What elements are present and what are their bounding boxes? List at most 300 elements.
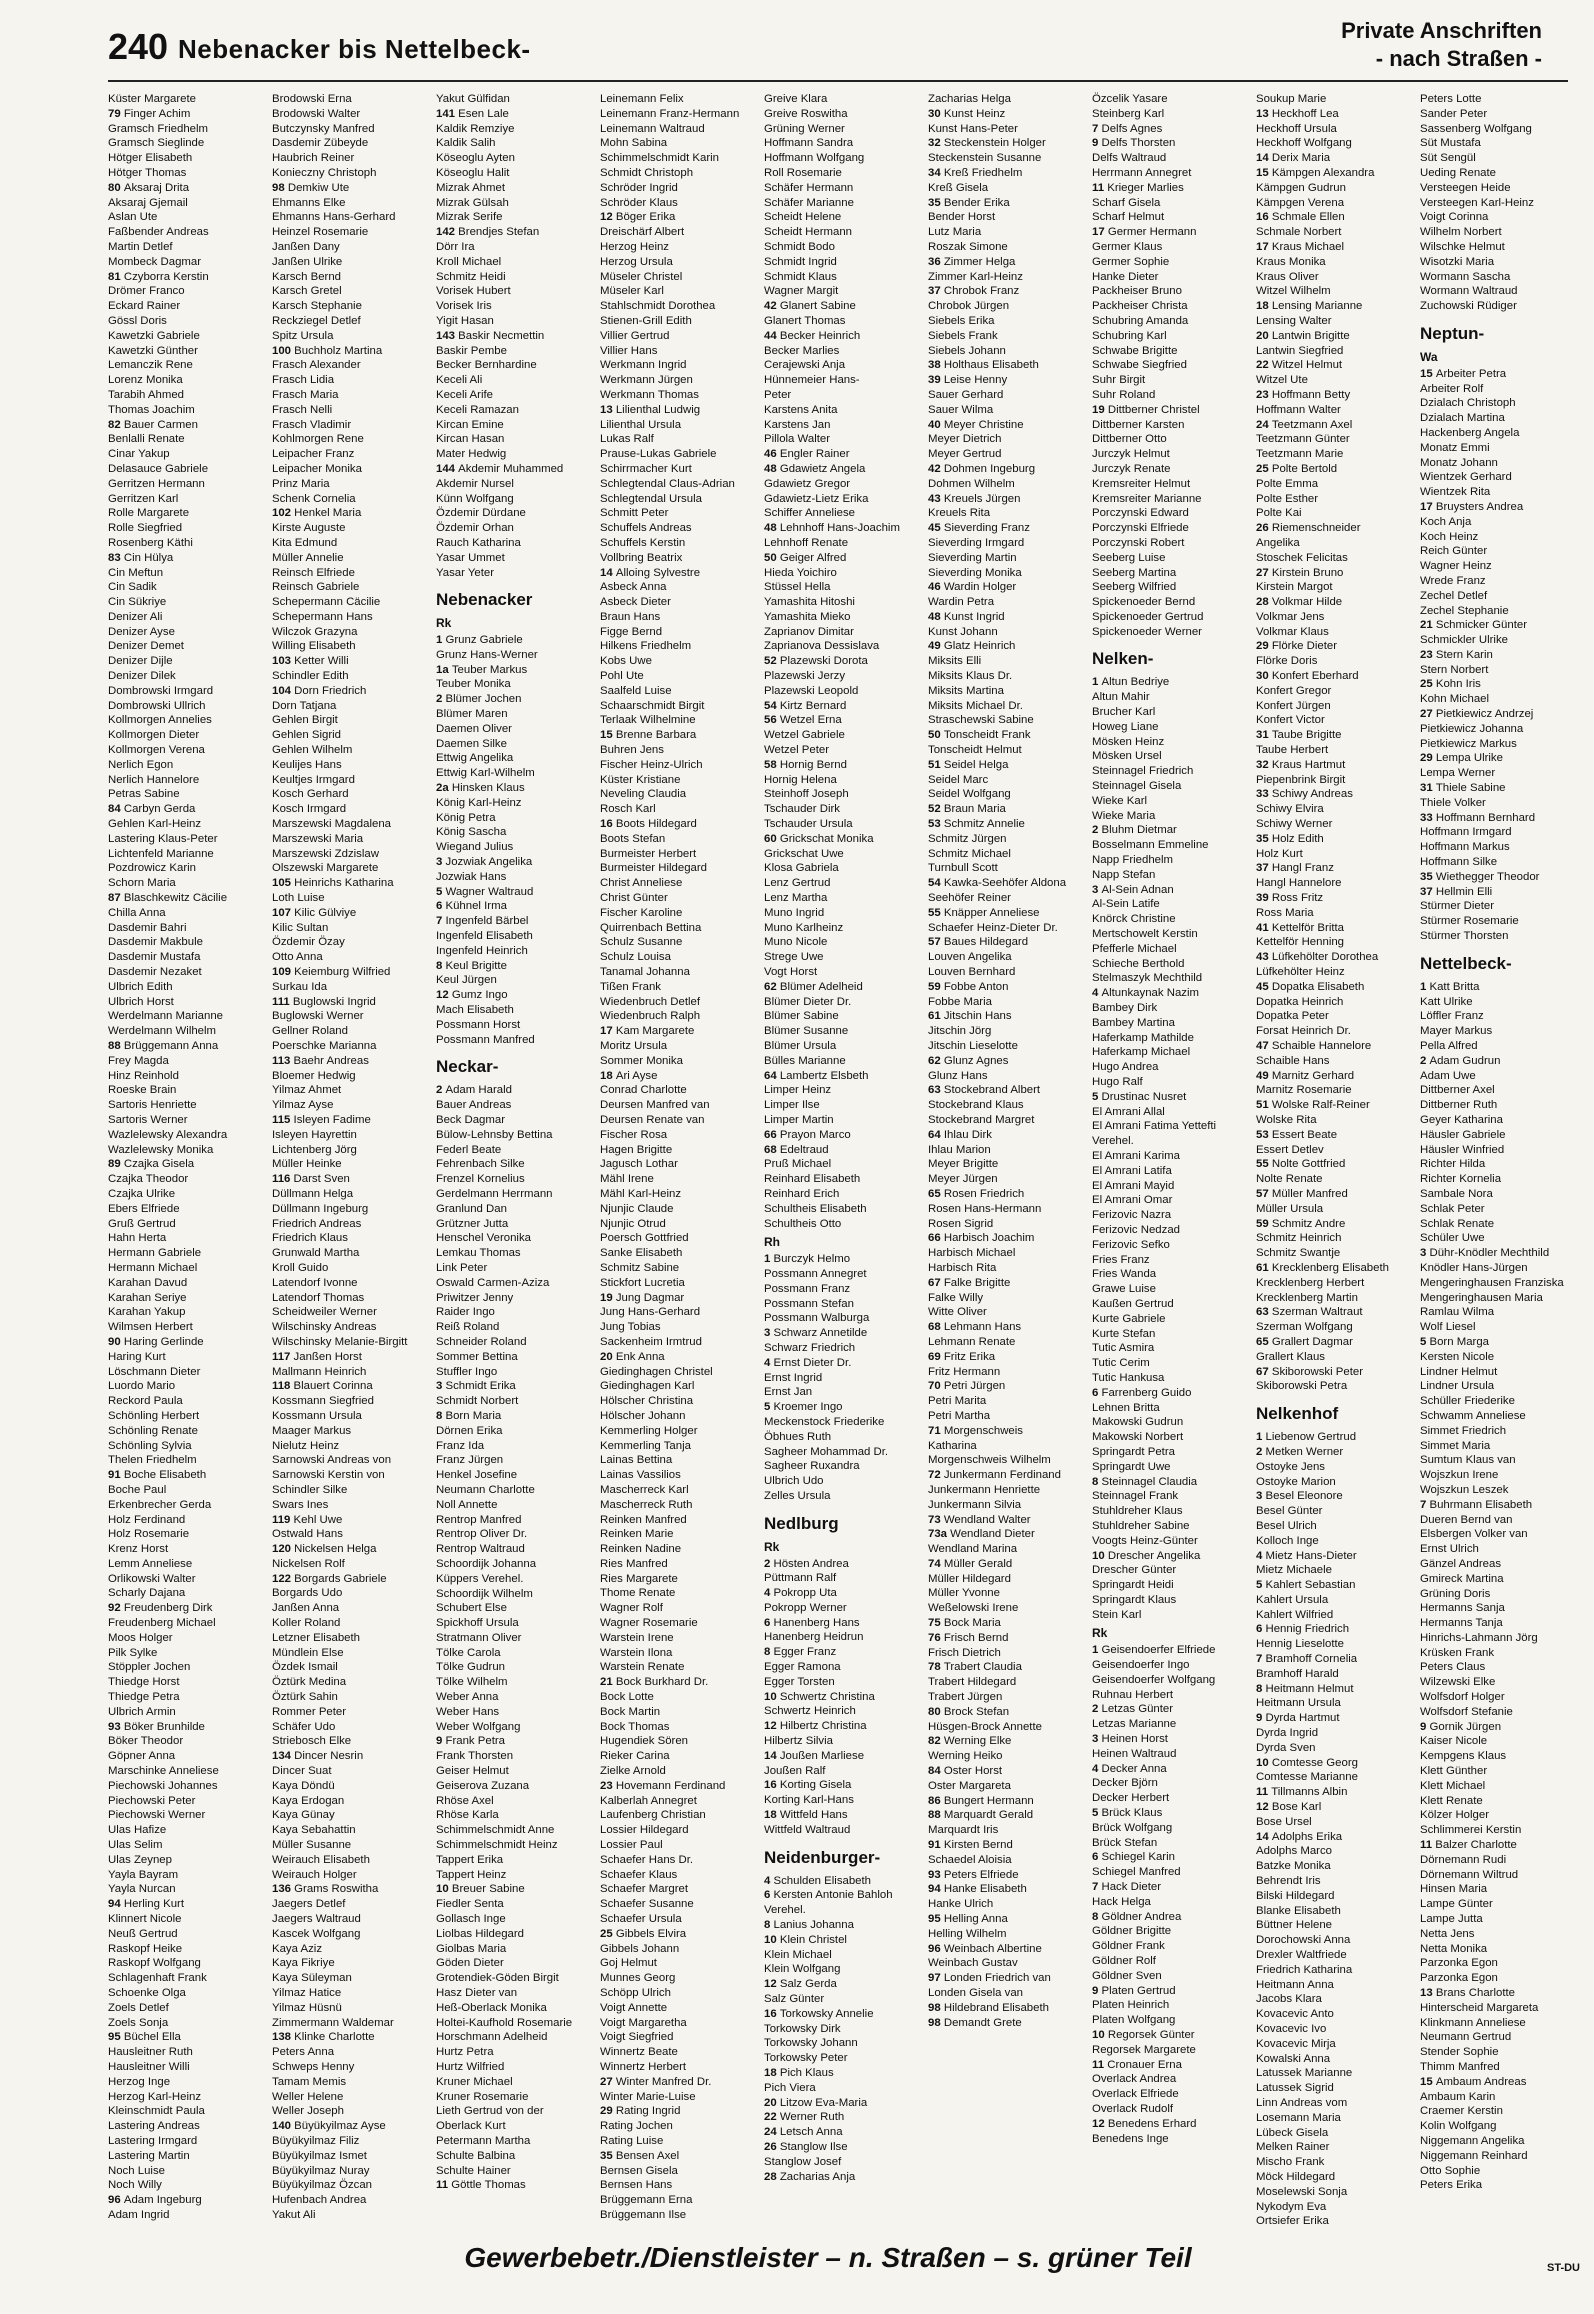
directory-entry [600, 1572, 758, 1587]
resident-name: Schäfer Marianne [764, 196, 854, 209]
resident-name: Besel Günter [1256, 1505, 1323, 1518]
resident-name: Pruß Michael [764, 1158, 832, 1171]
resident-name: Porczynski Edward [1092, 507, 1189, 520]
resident-name: Weßelowski Irene [928, 1602, 1019, 1615]
directory-entry [1420, 255, 1578, 270]
directory-entry [436, 1424, 594, 1439]
directory-entry [1256, 255, 1414, 270]
directory-entry [600, 2075, 758, 2090]
resident-name: Büyükyilmaz Ismet [272, 2149, 367, 2162]
resident-name: Neumann Gertrud [1420, 2031, 1512, 2044]
house-number: 32 [1256, 758, 1272, 771]
directory-entry [1256, 2081, 1414, 2096]
directory-entry [764, 1645, 922, 1660]
resident-name: Lüfkehölter Heinz [1256, 966, 1345, 979]
resident-name: Pfefferle Michael [1092, 942, 1177, 955]
resident-name: Schäfer Hermann [764, 181, 854, 194]
directory-entry [1256, 787, 1414, 802]
resident-name: Jacobs Klara [1256, 1993, 1322, 2006]
resident-name: Enk Anna [615, 1350, 665, 1363]
resident-name: Buglowski Ingrid [292, 995, 376, 1008]
house-number: 14 [1256, 152, 1272, 165]
resident-name: Lantwin Siegfried [1256, 344, 1344, 357]
resident-name: Heinzel Rosemarie [272, 226, 369, 239]
resident-name: Cin Meftun [108, 566, 164, 579]
page-title: Nebenacker bis Nettelbeck- [178, 34, 531, 64]
resident-name: Spickhoff Ursula [436, 1617, 519, 1630]
directory-entry [272, 1808, 430, 1823]
directory-entry [436, 825, 594, 840]
directory-entry [436, 2016, 594, 2031]
directory-entry [1420, 2149, 1578, 2164]
directory-entry [764, 1371, 922, 1386]
directory-entry [108, 639, 266, 654]
resident-name: Schieche Berthold [1092, 957, 1185, 970]
directory-entry [600, 314, 758, 329]
resident-name: Dohmen Ingeburg [943, 462, 1036, 475]
directory-entry [436, 2104, 594, 2119]
resident-name: Joußen Ralf [764, 1764, 826, 1777]
resident-name: Wolske Ralf-Reiner [1271, 1099, 1370, 1112]
directory-entry [764, 2140, 922, 2155]
directory-entry [600, 1098, 758, 1113]
resident-name: Possmann Manfred [436, 1033, 535, 1046]
directory-entry [764, 1675, 922, 1690]
resident-name: Hanenberg Heidrun [764, 1631, 864, 1644]
house-number: 7 [1092, 1881, 1102, 1894]
resident-name: Schlak Peter [1420, 1202, 1485, 1215]
directory-entry [600, 506, 758, 521]
resident-name: Kaldik Remziye [436, 122, 515, 135]
resident-name: Schmitz Sabine [600, 1261, 680, 1274]
directory-entry [1092, 2132, 1250, 2147]
resident-name: Asbeck Anna [600, 581, 667, 594]
house-number: 143 [436, 329, 459, 342]
resident-name: Jozwiak Hans [436, 870, 507, 883]
resident-name: Schaible Hans [1256, 1054, 1330, 1067]
resident-name: Schulz Louisa [600, 951, 671, 964]
resident-name: Rosch Karl [600, 803, 656, 816]
directory-entry [272, 432, 430, 447]
house-number: 35 [1420, 870, 1436, 883]
resident-name: Bloemer Hedwig [272, 1069, 356, 1082]
directory-entry [272, 713, 430, 728]
resident-name: Büyükyilmaz Nuray [272, 2164, 370, 2177]
directory-entry [600, 1246, 758, 1261]
house-number: 140 [272, 2120, 295, 2133]
resident-name: Franz Ida [436, 1439, 485, 1452]
directory-entry [272, 580, 430, 595]
directory-entry [436, 284, 594, 299]
directory-entry [764, 358, 922, 373]
directory-entry [1256, 1608, 1414, 1623]
directory-entry [1256, 1948, 1414, 1963]
directory-entry [272, 1882, 430, 1897]
house-number: 33 [1256, 788, 1272, 801]
resident-name: Stienen-Grill Edith [600, 314, 692, 327]
resident-name: Grawe Luise [1092, 1283, 1156, 1296]
resident-name: Plazewski Jerzy [764, 670, 846, 683]
directory-entry [1092, 1105, 1250, 1120]
directory-entry [1092, 1238, 1250, 1253]
resident-name: Werning Heiko [928, 1750, 1003, 1763]
directory-entry [600, 1054, 758, 1069]
resident-name: Tappert Heinz [436, 1868, 507, 1881]
resident-name: Hagen Brigitte [600, 1143, 673, 1156]
resident-name: Schmale Ellen [1271, 211, 1345, 224]
resident-name: Konfert Gregor [1256, 684, 1332, 697]
directory-entry [928, 1808, 1086, 1823]
directory-entry [1092, 883, 1250, 898]
resident-name: Weinbach Albertine [943, 1942, 1042, 1955]
resident-name: Herzog Heinz [600, 240, 670, 253]
directory-entry [928, 921, 1086, 936]
resident-name: Lampe Jutta [1420, 1913, 1483, 1926]
directory-entry [436, 1838, 594, 1853]
resident-name: Weller Joseph [272, 2105, 344, 2118]
directory-entry [436, 1971, 594, 1986]
resident-name: Schorn Maria [108, 877, 176, 890]
resident-name: Moritz Ursula [600, 1040, 668, 1052]
resident-name: Müller Yvonne [928, 1587, 1000, 1600]
resident-name: Ueding Renate [1420, 166, 1496, 179]
directory-entry [764, 1601, 922, 1616]
resident-name: Trabert Claudia [943, 1661, 1022, 1674]
directory-entry [108, 1720, 266, 1735]
directory-entry [1420, 1098, 1578, 1113]
resident-name: Lossier Paul [600, 1839, 663, 1852]
resident-name: Cinar Yakup [108, 448, 170, 461]
resident-name: Heinrichs Katharina [294, 877, 394, 890]
resident-name: Stelmaszyk Mechthild [1092, 972, 1203, 985]
house-number: 2a [436, 782, 452, 795]
directory-entry [764, 1143, 922, 1158]
directory-entry [1092, 2117, 1250, 2132]
directory-entry [1092, 1984, 1250, 1999]
house-number: 80 [108, 181, 124, 194]
directory-entry [272, 1956, 430, 1971]
resident-name: Adolphs Marco [1256, 1845, 1332, 1858]
resident-name: Richter Kornelia [1420, 1173, 1502, 1186]
house-number: 7 [436, 915, 446, 928]
directory-entry [1092, 1164, 1250, 1179]
resident-name: Munnes Georg [600, 1972, 676, 1985]
resident-name: Schmitz Michael [928, 847, 1011, 860]
directory-entry [600, 1453, 758, 1468]
resident-name: Pich Klaus [779, 2067, 834, 2079]
directory-entry [1092, 284, 1250, 299]
directory-entry [1420, 2119, 1578, 2134]
resident-name: Gornik Jürgen [1429, 1720, 1502, 1733]
directory-entry [272, 1853, 430, 1868]
directory-entry [272, 1453, 430, 1468]
directory-entry [108, 1498, 266, 1513]
directory-entry [1256, 1667, 1414, 1682]
resident-name: Possmann Stefan [764, 1297, 854, 1310]
resident-name: Teuber Monika [436, 678, 511, 691]
resident-name: Neumann Charlotte [436, 1483, 535, 1496]
directory-entry [600, 1749, 758, 1764]
resident-name: Konfert Victor [1256, 714, 1325, 727]
resident-name: Glunz Hans [928, 1069, 988, 1082]
resident-name: Swars Ines [272, 1498, 329, 1511]
directory-entry [1256, 1800, 1414, 1815]
directory-entry [436, 1631, 594, 1646]
resident-name: Dzialach Martina [1420, 412, 1505, 425]
resident-name: Possmann Franz [764, 1282, 851, 1295]
directory-entry [272, 2045, 430, 2060]
resident-name: Rolle Siegfried [108, 522, 183, 535]
resident-name: Schönling Renate [108, 1424, 198, 1437]
directory-entry [436, 2178, 594, 2193]
directory-entry [272, 1660, 430, 1675]
directory-entry [764, 1734, 922, 1749]
house-number: 5 [1420, 1335, 1430, 1348]
directory-entry [108, 536, 266, 551]
resident-name: Ostoyke Jens [1256, 1460, 1326, 1473]
directory-entry [108, 1557, 266, 1572]
resident-name: Werning Elke [943, 1735, 1012, 1748]
directory-entry [108, 1024, 266, 1039]
resident-name: Voigt Corinna [1420, 211, 1489, 224]
house-number: 67 [928, 1276, 944, 1289]
resident-name: Polte Emma [1256, 477, 1319, 490]
house-number: 73a [928, 1528, 951, 1541]
resident-name: Schaedel Aloisia [928, 1853, 1012, 1866]
house-number: 49 [1256, 1069, 1272, 1082]
resident-name: Stanglow Ilse [779, 2140, 848, 2153]
resident-name: Schoenke Olga [108, 1987, 186, 1999]
resident-name: Hoffmann Sandra [764, 137, 854, 150]
resident-name: Germer Sophie [1092, 255, 1170, 268]
resident-name: Zimmer Helga [943, 255, 1016, 268]
resident-name: Wagner Waltraud [445, 885, 534, 898]
directory-entry [436, 196, 594, 211]
resident-name: Ferizovic Nazra [1092, 1209, 1172, 1222]
directory-entry [1420, 1897, 1578, 1912]
directory-entry [764, 1054, 922, 1069]
directory-entry [928, 418, 1086, 433]
directory-entry [108, 669, 266, 684]
resident-name: Süt Sengül [1420, 152, 1476, 165]
street-heading: Neidenburger- [764, 1847, 881, 1867]
house-number: 27 [1256, 566, 1272, 579]
resident-name: Fobbe Maria [928, 995, 992, 1008]
directory-entry [1092, 151, 1250, 166]
directory-entry [436, 1572, 594, 1587]
directory-entry [764, 995, 922, 1010]
house-number: 7 [1092, 122, 1102, 135]
resident-name: Platen Heinrich [1092, 1999, 1170, 2012]
directory-entry [1092, 329, 1250, 344]
directory-entry [928, 477, 1086, 492]
resident-name: Kirste Auguste [272, 522, 346, 535]
directory-entry [1092, 1341, 1250, 1356]
resident-name: Drescher Günter [1092, 1564, 1177, 1577]
resident-name: Laufenberg Christian [600, 1809, 706, 1822]
directory-entry [1256, 1305, 1414, 1320]
resident-name: Yasar Yeter [436, 566, 495, 579]
directory-entry [1092, 403, 1250, 418]
resident-name: Weinbach Gustav [928, 1957, 1018, 1970]
resident-name: Schmitt Peter [600, 507, 669, 520]
resident-name: Dittberner Otto [1092, 433, 1167, 446]
directory-entry [108, 1246, 266, 1261]
resident-name: Piechowski Peter [108, 1794, 196, 1807]
directory-entry [928, 1794, 1086, 1809]
directory-entry [1420, 382, 1578, 397]
directory-entry [272, 1483, 430, 1498]
directory-entry [600, 876, 758, 891]
directory-entry [600, 995, 758, 1010]
resident-name: Wolf Liesel [1420, 1321, 1476, 1334]
directory-entry [764, 432, 922, 447]
resident-name: Frasch Nelli [272, 403, 333, 416]
directory-entry [272, 284, 430, 299]
house-number: 17 [1092, 226, 1108, 239]
directory-entry [764, 891, 922, 906]
directory-entry [436, 1720, 594, 1735]
directory-entry [1256, 536, 1414, 551]
resident-name: Lastering Andreas [108, 2120, 200, 2133]
resident-name: Yilmaz Hüsnü [272, 2001, 342, 2014]
resident-name: Possmann Horst [436, 1018, 521, 1031]
resident-name: Kroemer Ingo [773, 1401, 843, 1414]
directory-entry [272, 1468, 430, 1483]
resident-name: Voigt Siegfried [600, 2031, 674, 2044]
house-number: 19 [600, 1291, 616, 1304]
resident-name: Wilhelm Norbert [1420, 226, 1502, 239]
directory-entry [272, 566, 430, 581]
resident-name: Schlimmerei Kerstin [1420, 1824, 1522, 1837]
resident-name: Frisch Bernd [943, 1631, 1009, 1644]
directory-entry [928, 847, 1086, 862]
directory-entry [108, 107, 266, 122]
resident-name: Hieda Yoichiro [764, 566, 837, 579]
resident-name: Kawka-Seehöfer Aldona [943, 877, 1067, 890]
resident-name: Kruner Michael [436, 2075, 513, 2088]
house-number: 54 [764, 699, 780, 712]
resident-name: Dopatka Heinrich [1256, 995, 1344, 1008]
directory-entry [1420, 1202, 1578, 1217]
resident-name: Glanert Thomas [764, 314, 846, 327]
resident-name: Poerschke Marianna [272, 1040, 377, 1052]
resident-name: Becker Marlies [764, 344, 840, 357]
resident-name: Elsbergen Volker van [1420, 1528, 1528, 1541]
resident-name: Wormann Waltraud [1420, 285, 1518, 298]
directory-entry [928, 1956, 1086, 1971]
directory-entry [436, 1261, 594, 1276]
directory-entry [1092, 2028, 1250, 2043]
resident-name: Voigt Margaretha [600, 2016, 687, 2029]
house-number: 25 [1420, 678, 1436, 691]
house-number: 63 [928, 1084, 944, 1097]
directory-entry [928, 995, 1086, 1010]
resident-name: Martin Detlef [108, 240, 173, 253]
directory-entry [600, 299, 758, 314]
house-number: 61 [1256, 1261, 1272, 1274]
directory-entry [272, 2119, 430, 2134]
resident-name: Klinkmann Anneliese [1420, 2016, 1526, 2029]
resident-name: Sackenheim Irmtrud [600, 1335, 702, 1348]
directory-entry [272, 773, 430, 788]
resident-name: Hinsken Klaus [451, 782, 525, 795]
directory-entry [272, 1335, 430, 1350]
resident-name: Hoffmann Markus [1420, 841, 1510, 854]
resident-name: Sagheer Mohammad Dr. [764, 1445, 889, 1458]
resident-name: Villier Gertrud [600, 329, 670, 342]
directory-entry [272, 122, 430, 137]
directory-entry [1420, 1527, 1578, 1542]
directory-entry [436, 1172, 594, 1187]
directory-entry [764, 2051, 922, 2066]
directory-entry [1256, 921, 1414, 936]
directory-entry [600, 1350, 758, 1365]
resident-name: Salz Gerda [779, 1978, 837, 1991]
header-rule [108, 80, 1568, 82]
resident-name: Schönling Sylvia [108, 1439, 192, 1452]
directory-entry [600, 1927, 758, 1942]
directory-entry [1256, 1578, 1414, 1593]
resident-name: Napp Friedhelm [1092, 854, 1174, 867]
resident-name: Grüning Werner [764, 122, 845, 135]
directory-entry [1420, 1956, 1578, 1971]
directory-entry [108, 1734, 266, 1749]
directory-entry [108, 1956, 266, 1971]
directory-entry [600, 1379, 758, 1394]
house-number: 18 [600, 1069, 616, 1082]
resident-name: Schwamm Anneliese [1420, 1409, 1526, 1422]
directory-entry [108, 1291, 266, 1306]
resident-name: Engler Rainer [779, 448, 850, 461]
directory-entry [600, 669, 758, 684]
house-number: 10 [1256, 1756, 1272, 1769]
resident-name: Geisendoerfer Elfriede [1101, 1644, 1216, 1657]
resident-name: Büyükyilmaz Filiz [272, 2134, 360, 2147]
resident-name: Schaefer Heinz-Dieter Dr. [928, 921, 1058, 934]
directory-entry [764, 225, 922, 240]
house-number: 5 [1092, 1090, 1102, 1103]
directory-entry [1256, 950, 1414, 965]
directory-entry [436, 2060, 594, 2075]
directory-entry [1420, 737, 1578, 752]
resident-name: Karsch Gretel [272, 285, 342, 298]
house-number: 16 [1256, 211, 1272, 224]
directory-entry [436, 2045, 594, 2060]
resident-name: Thomas Joachim [108, 403, 195, 416]
directory-entry [764, 166, 922, 181]
resident-name: Willing Elisabeth [272, 640, 356, 653]
directory-entry [928, 136, 1086, 151]
resident-name: Czajka Gisela [123, 1158, 195, 1171]
resident-name: Peters Anna [272, 2046, 335, 2059]
directory-entry [600, 832, 758, 847]
house-number: 2 [436, 1084, 446, 1097]
directory-entry [600, 1498, 758, 1513]
resident-name: Latendorf Ivonne [272, 1276, 358, 1289]
resident-name: Künn Wolfgang [436, 492, 514, 505]
directory-entry [1092, 853, 1250, 868]
directory-entry [1420, 811, 1578, 826]
resident-name: Dittberner Ruth [1420, 1099, 1498, 1112]
resident-name: Schaefer Klaus [600, 1868, 678, 1881]
directory-entry [1256, 388, 1414, 403]
resident-name: Monatz Johann [1420, 456, 1498, 469]
directory-entry [1256, 1475, 1414, 1490]
directory-entry [1420, 1986, 1578, 2001]
directory-entry [1256, 610, 1414, 625]
directory-entry [1420, 396, 1578, 411]
